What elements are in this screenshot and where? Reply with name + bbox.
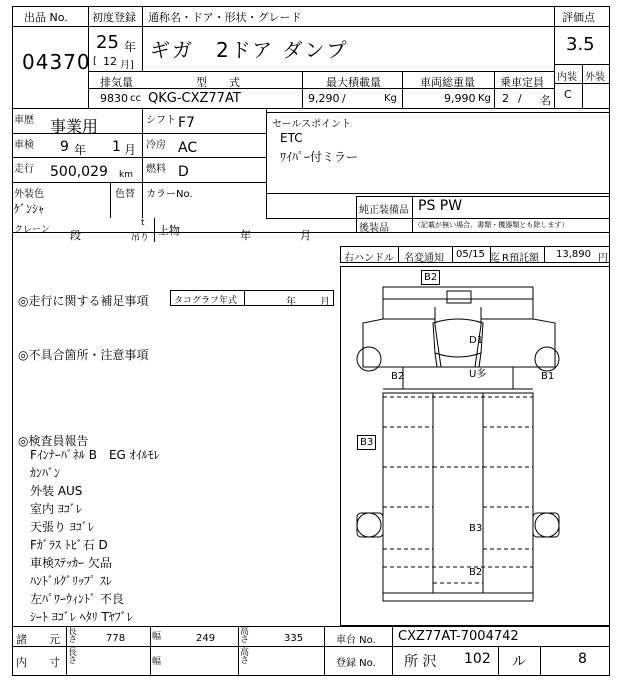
max-load: 9,290 [308, 92, 340, 105]
inspector-line: 車検ｽﾃｯｶｰ 欠品 [30, 556, 112, 570]
interior-grade: C [564, 88, 572, 101]
lot-number: 04370 [22, 50, 91, 74]
reg-label: 登録 No. [336, 658, 376, 669]
capacity-unit: 名 [540, 94, 551, 107]
genuine-label: 純正装備品 [359, 205, 409, 216]
chassis-label: 車台 No. [336, 635, 376, 646]
sales-point-2: ﾜｲﾊﾟｰ付ミラー [280, 150, 359, 164]
first-reg-label: 初度登録 [92, 11, 136, 24]
reg-place: 所 沢 [404, 654, 437, 670]
color-change-label: 色替 [115, 189, 135, 200]
shift-label: シフト [146, 115, 176, 126]
model-label: 型 式 [196, 76, 240, 89]
inner-height-label: 高さ [240, 648, 250, 666]
score-label: 評価点 [562, 11, 595, 24]
mileage-label: 走行 [14, 164, 34, 175]
damage-mark-b3-side: B3 [357, 435, 376, 450]
damage-mark-b3-bed: B3 [469, 523, 483, 534]
length-value: 778 [106, 633, 126, 644]
width-value: 249 [196, 633, 216, 644]
score: 3.5 [566, 34, 595, 55]
height-value: 335 [284, 633, 304, 644]
displacement: 9830 [100, 92, 128, 105]
crane-dan: 段 [70, 229, 81, 242]
mileage: 500,029 [50, 164, 108, 180]
damage-mark-b2-rear: B2 [469, 567, 483, 578]
shaken-year-unit: 年 [74, 143, 87, 157]
color: ｹﾞﾝｼｬ [14, 202, 45, 216]
chassis-number: CXZ77AT-7004742 [398, 629, 519, 644]
inner-width-label: 幅 [152, 657, 162, 667]
gross-weight-unit: Kg [478, 93, 491, 104]
damage-mark-b2-left: B2 [391, 371, 405, 382]
inspector-line: ｶﾝﾊﾞﾝ [30, 466, 61, 480]
gross-weight-label: 車両総重量 [420, 76, 475, 89]
joumono-year: 年 [240, 229, 251, 242]
reg-kana: ル [512, 654, 526, 670]
gross-weight: 9,990 [444, 92, 476, 105]
specs-label: 諸 元 [16, 633, 60, 646]
inspector-line: Fｶﾞﾗｽ ﾄﾋﾞ石 D [30, 538, 108, 552]
shaken-month-unit: 月 [124, 143, 137, 157]
reg-number: 8 [578, 651, 587, 667]
joumono-label: 上物 [158, 224, 180, 237]
damage-mark-b1-right: B1 [541, 371, 555, 382]
notice-label: 名変通知 [404, 253, 444, 264]
defects-heading: ◎不具合箇所・注意事項 [18, 348, 149, 362]
height-label: 高さ [240, 627, 250, 645]
interior-size-label: 内 寸 [16, 656, 60, 669]
first-reg-month-unit: 月] [120, 60, 134, 71]
history-label: 車歴 [14, 115, 34, 126]
aftermarket-note: （記載が無い場合、書類・機器類とも除します） [414, 221, 569, 230]
mileage-unit: km [119, 170, 133, 180]
handle-side: 右ハンドル [344, 253, 394, 264]
sales-point-1: ETC [280, 131, 303, 145]
recycle-unit: 円 [598, 253, 608, 264]
history-value: 事業用 [50, 117, 99, 136]
length-label: 長さ [68, 627, 78, 645]
damage-mark-d1: D1 [469, 335, 484, 346]
shaken-label: 車検 [14, 140, 34, 151]
shaken-year: 9 [60, 139, 69, 155]
truck-diagram [340, 266, 610, 626]
fuel: D [178, 164, 189, 180]
hoist-label: 吊り [131, 233, 150, 243]
inspector-lines [30, 446, 330, 626]
exterior-label: 外装 [585, 72, 605, 83]
inspector-line: 左ﾊﾟﾜｰｳｨﾝﾄﾞ 不良 [30, 592, 124, 606]
inspector-heading: ◎検査員報告 [18, 434, 89, 448]
model: QKG-CXZ77AT [148, 91, 241, 106]
inspector-line: 室内 ﾖｺﾞﾚ [30, 502, 82, 516]
car-name: ギガ 2ドア ダンプ [150, 38, 349, 62]
sales-points-label: セールスポイント [272, 119, 352, 130]
recycle-amount: 13,890 [556, 249, 591, 260]
displacement-unit: cc [130, 93, 141, 104]
inspector-line: 外装 AUS [30, 484, 83, 498]
first-reg-month: 12 [103, 55, 117, 68]
shaken-month: 1 [112, 139, 121, 155]
inspector-line: Fｲﾝﾅｰﾊﾟﾈﾙ B EG ｵｲﾙﾓﾚ [30, 448, 160, 462]
genuine-equipment: PS PW [418, 198, 463, 214]
damage-mark-u-many: U多 [469, 369, 487, 380]
max-load-label: 最大積載量 [326, 76, 381, 89]
first-reg-month-open: [ [93, 56, 97, 67]
joumono-month: 月 [300, 229, 311, 242]
max-load-unit: Kg [384, 93, 397, 104]
displacement-label: 排気量 [100, 76, 133, 89]
tachograph-month: 月 [320, 297, 330, 308]
damage-mark-b2-front: B2 [421, 270, 440, 285]
color-code-label: カラーNo. [146, 189, 193, 200]
hoist-ton: t [141, 218, 145, 228]
lot-label: 出品 No. [24, 11, 68, 24]
first-reg-year-unit: 年 [124, 40, 137, 54]
crane-label: クレーン [14, 225, 50, 235]
aftermarket-label: 後装品 [359, 223, 389, 234]
notice-status: 迄 [490, 253, 500, 264]
reg-class: 102 [464, 651, 491, 667]
driving-heading: ◎走行に関する補足事項 [18, 294, 149, 308]
notice-date: 05/15 [456, 249, 485, 260]
width-label: 幅 [152, 632, 162, 642]
aircon-label: 冷房 [146, 140, 166, 151]
name-header: 通称名・ドア・形状・グレード [148, 11, 302, 24]
inspector-line: ﾊﾝﾄﾞﾙｸﾞﾘｯﾌﾟ ｽﾚ [30, 574, 112, 588]
aircon: AC [178, 140, 198, 156]
recycle-label: R預託額 [502, 253, 539, 264]
shift: F7 [178, 115, 195, 131]
capacity-label: 乗車定員 [500, 76, 544, 89]
first-reg-year: 25 [96, 32, 119, 53]
slash-1: / [342, 92, 346, 105]
color-label: 外装色 [14, 189, 44, 200]
tachograph-year: 年 [286, 297, 296, 308]
interior-label: 内装 [557, 72, 577, 83]
capacity: 2 [502, 92, 509, 105]
slash-2: / [518, 92, 522, 105]
fuel-label: 燃料 [146, 164, 166, 175]
inspector-line: 天張り ﾖｺﾞﾚ [30, 520, 94, 534]
inspector-line: ｼｰﾄ ﾖｺﾞﾚ ﾍﾀﾘ Tﾔﾌﾞﾚ [30, 610, 133, 624]
tachograph-label: タコグラフ年式 [174, 296, 238, 306]
inner-length-label: 長さ [68, 648, 78, 666]
